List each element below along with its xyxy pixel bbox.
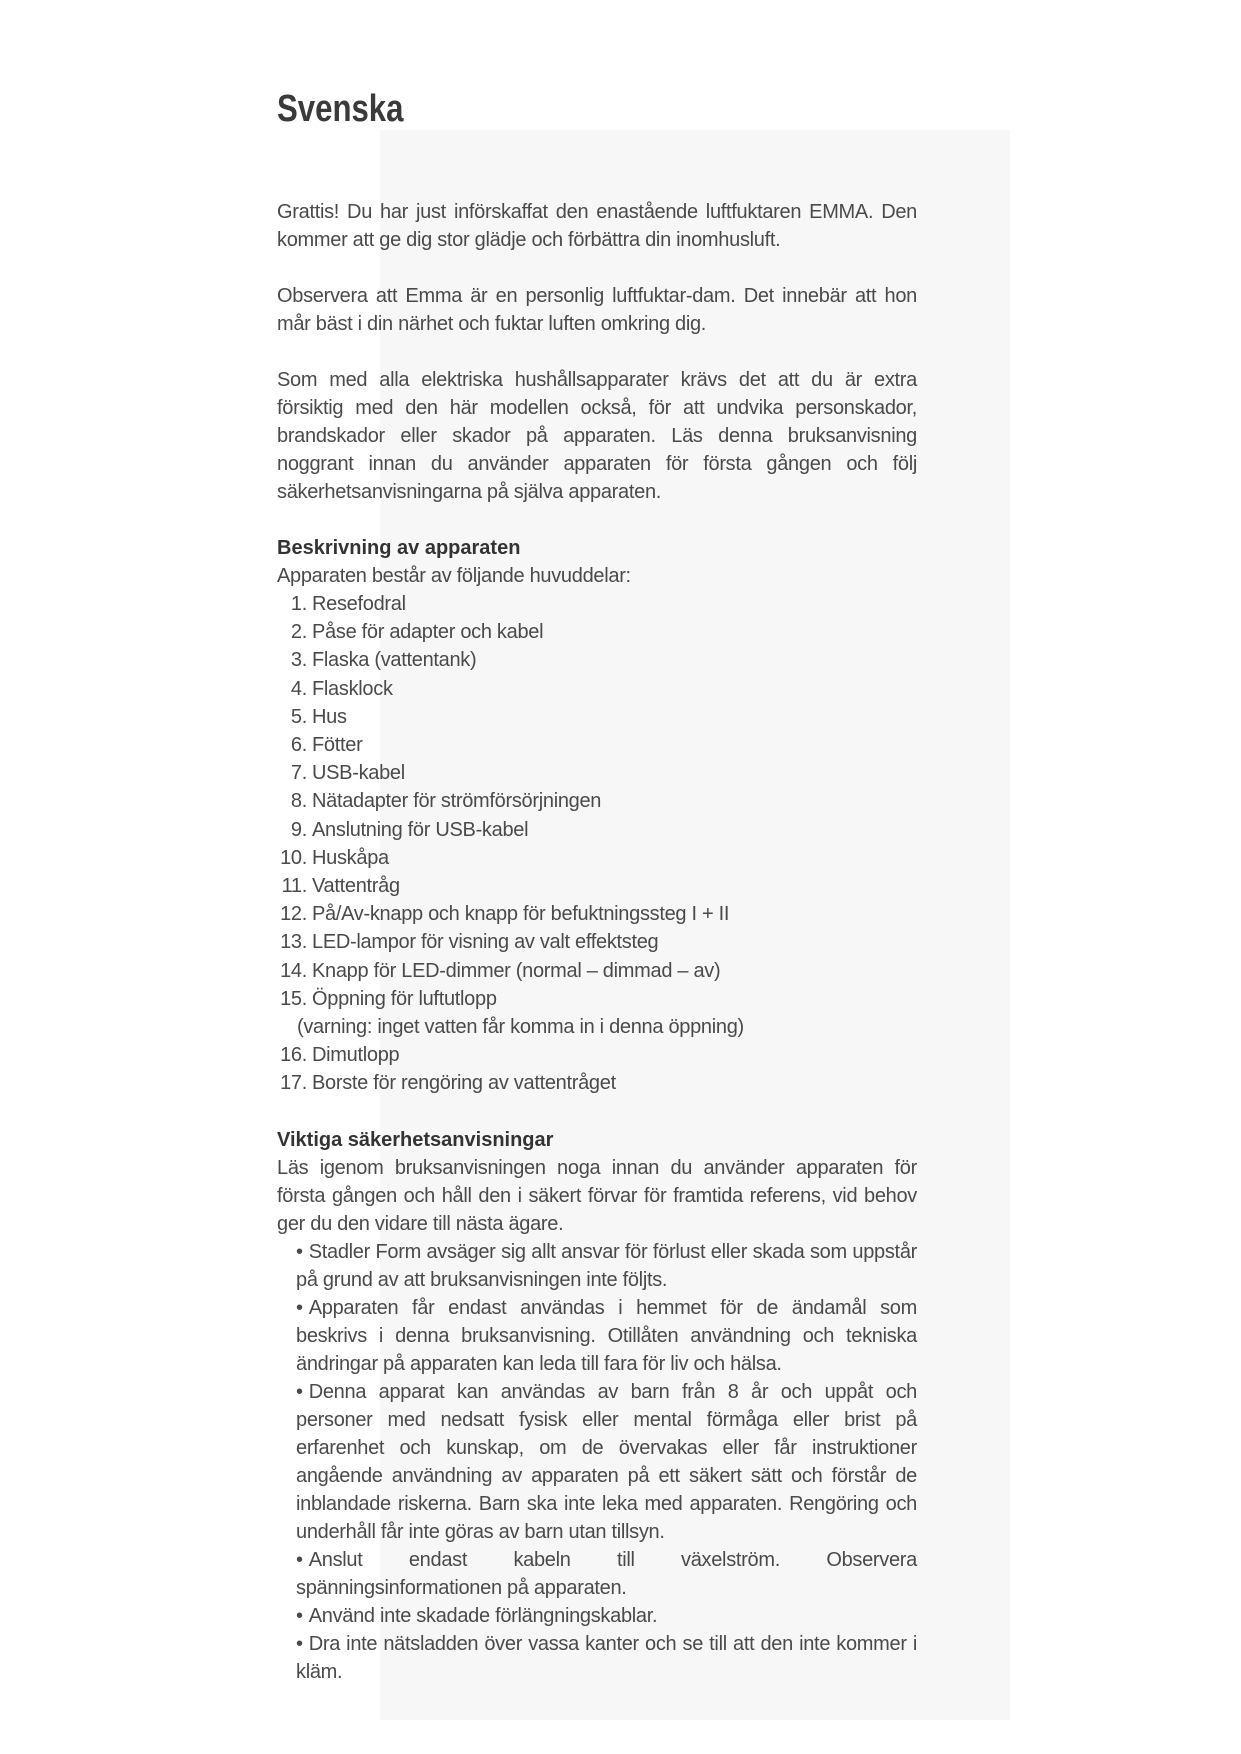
list-item: 10. Huskåpa — [280, 846, 389, 869]
safety-list — [277, 1238, 917, 1686]
list-item: 6. Fötter — [290, 734, 363, 757]
list-item: • Apparaten får endast användas i hemmet för de ändamål som beskrivs i denna bruksanvisning. Otillåten användning och tekniska ändringar på apparaten kan leda till fara för liv och hälsa. — [296, 1294, 917, 1378]
intro-paragraph-1: Grattis! Du har just införskaffat den enastående luftfuktaren EMMA. Den kommer att ge dig stor glädje och förbättra din inomhusluft. — [277, 201, 917, 251]
list-item: • Använd inte skadade förlängningskablar. — [296, 1602, 917, 1630]
bullet-icon: • — [296, 1604, 303, 1627]
intro-paragraph-2: Observera att Emma är en personlig luftfuktar-dam. Det innebär att hon mår bäst i din närhet och fuktar luften omkring dig. — [277, 285, 917, 335]
list-item: 17. Borste för rengöring av vattentråget — [280, 1072, 616, 1095]
list-item: 14. Knapp för LED-dimmer (normal – dimmad – av) — [280, 959, 721, 982]
list-item: • Anslut endast kabeln till växelström. Observera spänningsinformationen på apparaten. — [296, 1546, 917, 1602]
list-item: • Denna apparat kan användas av barn från 8 år och uppåt och personer med nedsatt fysisk eller mental förmåga eller brist på erfarenhet och kunskap, om de övervakas eller får instruktioner angående användning av apparaten på ett säkert sätt och förstår de inblandade riskerna. Barn ska inte leka med apparaten. Rengöring och underhåll får inte göras av barn utan tillsyn. — [296, 1378, 917, 1546]
list-item: 7. USB-kabel — [290, 762, 405, 785]
bullet-icon: • — [296, 1548, 303, 1571]
safety-lead: Läs igenom bruksanvisningen noga innan du använder apparaten för första gången och håll den i säkert förvar för framtida referens, vid behov ger du den vidare till nästa ägare. — [277, 1156, 917, 1235]
list-item-note: (varning: inget vatten får komma in i denna öppning) — [297, 1016, 744, 1039]
bullet-icon: • — [296, 1240, 303, 1263]
list-item: 1. Resefodral — [290, 593, 406, 615]
list-item: • Dra inte nätsladden över vassa kanter och se till att den inte kommer i kläm. — [296, 1630, 917, 1686]
list-item: 9. Anslutning för USB-kabel — [290, 818, 529, 841]
list-item: • Stadler Form avsäger sig allt ansvar för förlust eller skada som uppstår på grund av att bruksanvisningen inte följts. — [296, 1238, 917, 1294]
list-item: 11. Vattentråg — [281, 875, 400, 898]
list-item: 3. Flaska (vattentank) — [290, 649, 477, 672]
document-body — [277, 198, 917, 1686]
intro-paragraph-3: Som med alla elektriska hushållsapparater krävs det att du är extra försiktig med den här modellen också, för att undvika personskador, brandskador eller skador på apparaten. Läs denna bruksanvisning noggrant innan du använder apparaten för första gången och följ säkerhetsanvisningarna på själva apparaten. — [277, 369, 917, 503]
list-item: 8. Nätadapter för strömförsörjningen — [290, 790, 602, 813]
description-lead: Apparaten består av följande huvuddelar: — [277, 565, 631, 587]
bullet-icon: • — [296, 1380, 303, 1403]
description-heading: Beskrivning av apparaten — [277, 537, 521, 559]
list-item: 13. LED-lampor för visning av valt effektsteg — [280, 931, 659, 954]
page-title: Svenska — [277, 88, 404, 130]
bullet-icon: • — [296, 1632, 303, 1655]
list-item: 5. Hus — [290, 705, 347, 728]
list-item: 2. Påse för adapter och kabel — [290, 621, 544, 644]
list-item: 12. På/Av-knapp och knapp för befuktningssteg I + II — [280, 903, 730, 926]
list-item: 16. Dimutlopp — [280, 1044, 400, 1067]
list-item: 15. Öppning för luftutlopp — [280, 987, 497, 1010]
parts-list — [277, 590, 917, 1098]
bullet-icon: • — [296, 1296, 303, 1319]
safety-heading: Viktiga säkerhetsanvisningar — [277, 1128, 554, 1151]
list-item: 4. Flasklock — [290, 677, 393, 700]
